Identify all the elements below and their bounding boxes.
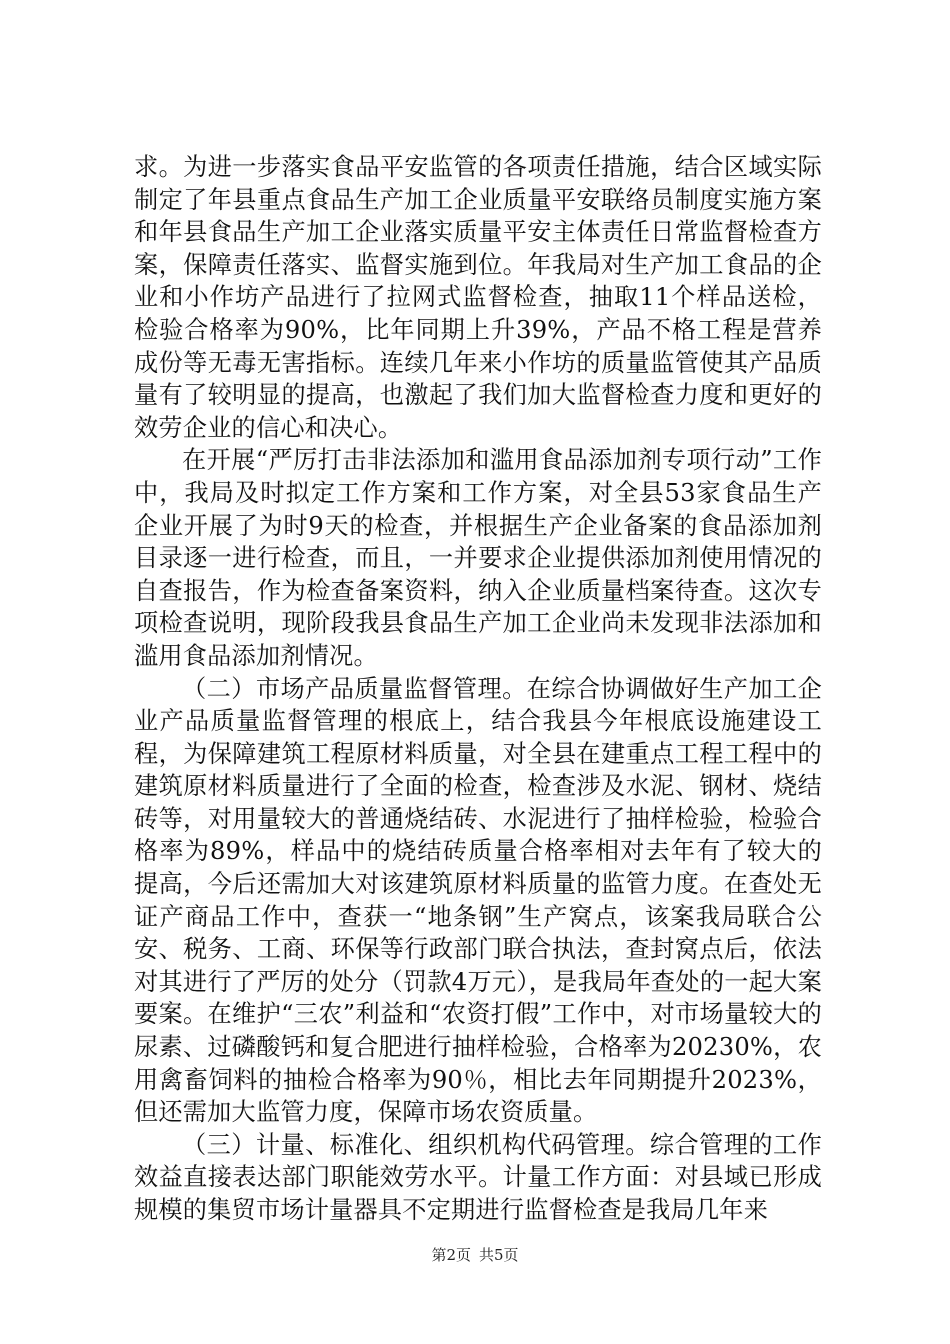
paragraph-metrology-standards: （三）计量、标准化、组织机构代码管理。综合管理的工作效益直接表达部门职能效劳水平。计量工作方面：对县域已形成规模的集贸市场计量器具不定期进行监督检查是我局几年来 [134, 1130, 822, 1224]
page-footer [0, 1245, 950, 1265]
paragraph-market-quality: （二）市场产品质量监督管理。在综合协调做好生产加工企业产品质量监督管理的根底上，结合我县今年根底设施建设工程，为保障建筑工程原材料质量，对全县在建重点工程工程中的建筑原材料质量进行了全面的检查，检查涉及水泥、钢材、烧结砖等，对用量较大的普通烧结砖、水泥进行了抽样检验，检验合格率为89%，样品中的烧结砖质量合格率相对去年有了较大的提高，今后还需加大对该建筑原材料质量的监管力度。在查处无证产商品工作中，查获一“地条钢”生产窝点，该案我局联合公安、税务、工商、环保等行政部门联合执法，查封窝点后，依法对其进行了严厉的处分（罚款4万元），是我局年查处的一起大案要案。在维护“三农”利益和“农资打假”工作中，对市场量较大的尿素、过磷酸钙和复合肥进行抽样检验，合格率为20230%，农用禽畜饲料的抽检合格率为90％，相比去年同期提升2023%，但还需加大监管力度，保障市场农资质量。 [134, 674, 822, 1127]
page-number: 第2页 [431, 1246, 471, 1264]
body-text [134, 151, 822, 1227]
paragraph-food-safety-supervision: 求。为进一步落实食品平安监管的各项责任措施，结合区域实际制定了年县重点食品生产加工企业质量平安联络员制度实施方案和年县食品生产加工企业落实质量平安主体责任日常监督检查方案，保障责任落实、监督实施到位。年我局对生产加工食品的企业和小作坊产品进行了拉网式监督检查，抽取11个样品送检，检验合格率为90%，比年同期上升39%，产品不格工程是营养成份等无毒无害指标。连续几年来小作坊的质量监管使其产品质量有了较明显的提高，也激起了我们加大监督检查力度和更好的效劳企业的信心和决心。 [134, 153, 822, 442]
paragraph-additive-campaign: 在开展“严厉打击非法添加和滥用食品添加剂专项行动”工作中，我局及时拟定工作方案和工作方案，对全县53家食品生产企业开展了为时9天的检查，并根据生产企业备案的食品添加剂目录逐一进行检查，而且，一并要求企业提供添加剂使用情况的自查报告，作为检查备案资料，纳入企业质量档案待查。这次专项检查说明，现阶段我县食品生产加工企业尚未发现非法添加和滥用食品添加剂情况。 [134, 446, 822, 670]
page-total: 共5页 [479, 1246, 519, 1264]
